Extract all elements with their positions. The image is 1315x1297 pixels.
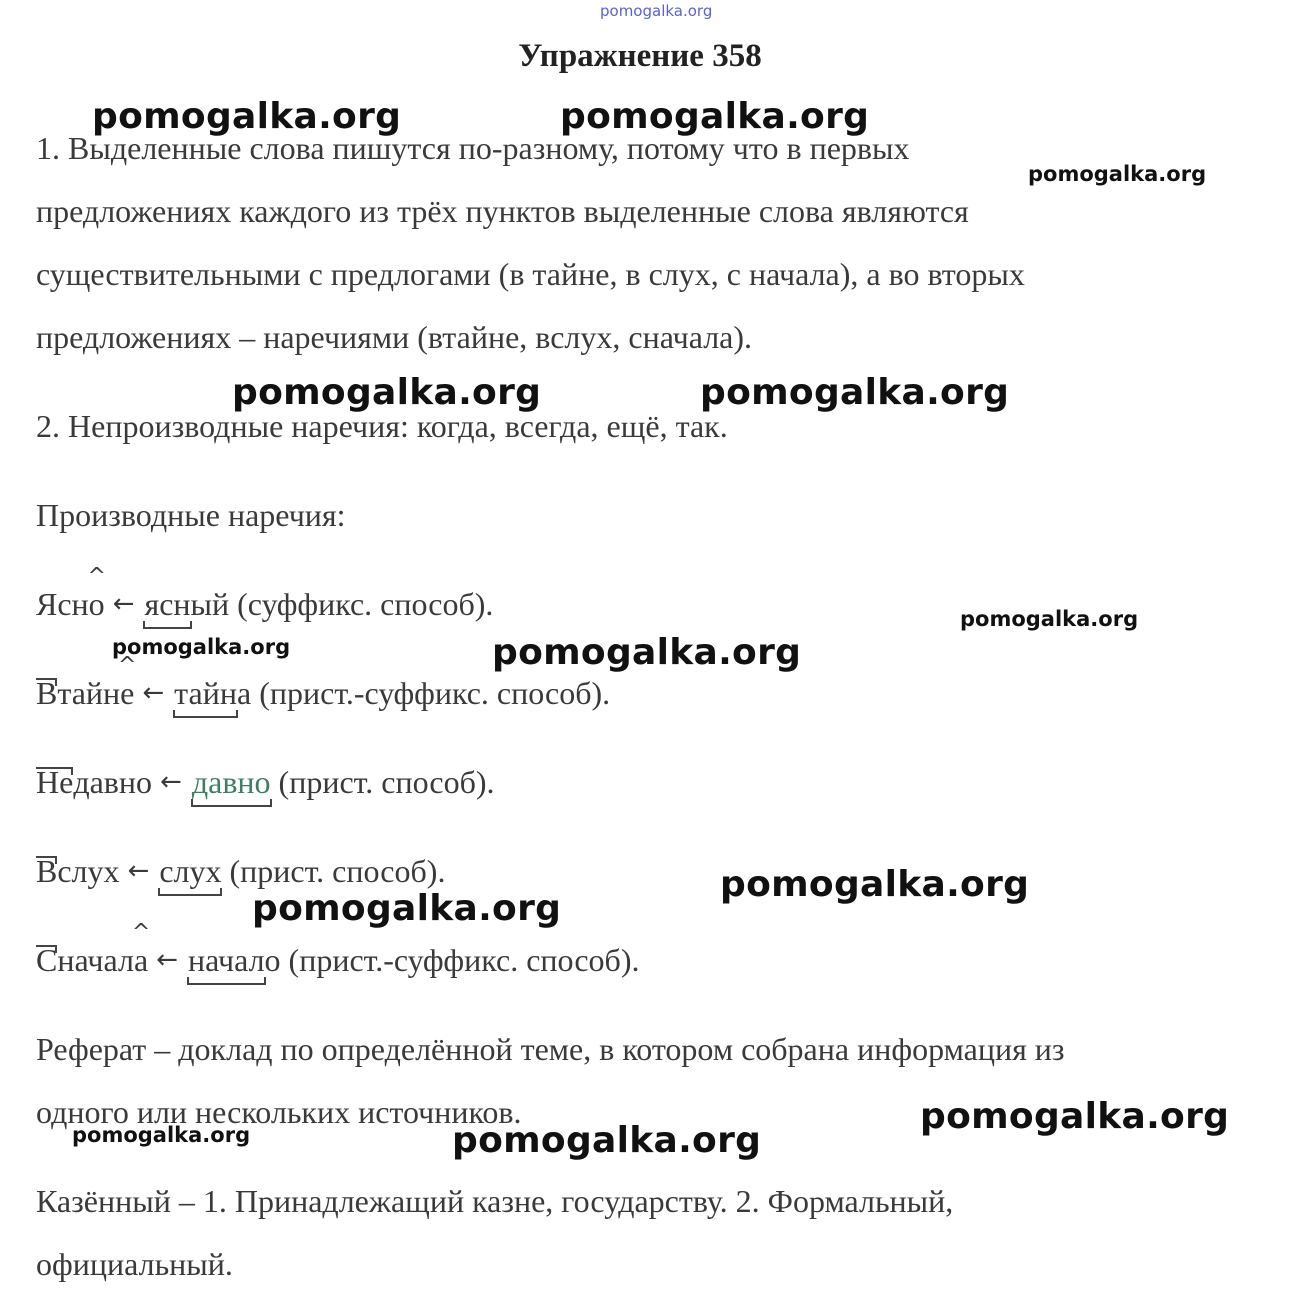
watermark: pomogalka.org [960, 607, 1139, 631]
word-prefix: Не [36, 764, 74, 800]
watermark: pomogalka.org [720, 864, 1030, 905]
watermark: pomogalka.org [1028, 162, 1207, 186]
word-suffix: ^ а [134, 942, 148, 979]
word-base: Ясн [36, 586, 89, 622]
watermark: pomogalka.org [92, 96, 402, 137]
derivation-vtaine [36, 675, 610, 712]
derivation-nedavno [36, 764, 495, 801]
watermark: pomogalka.org [560, 96, 870, 137]
watermark: pomogalka.org [252, 888, 562, 929]
arrow-left-icon: ← [160, 767, 182, 797]
watermark: pomogalka.org [232, 372, 542, 413]
para1-line-2: предложениях каждого из трёх пунктов выделенные слова являются [36, 193, 969, 229]
word-base: давно [73, 764, 153, 800]
word-suffix: ^ о [89, 586, 105, 623]
source-root: начал [187, 942, 265, 978]
source-root: ясн [144, 586, 191, 622]
word-base: слух [57, 853, 120, 889]
para1-line-1: 1. Выделенные слова пишутся по-разному, потому что в первых [36, 130, 910, 166]
kazenny-line-1: Казённый – 1. Принадлежащий казне, государству. 2. Формальный, [36, 1183, 954, 1219]
word-prefix: С [36, 942, 58, 978]
source-rest: о (прист.-суффикс. способ). [264, 942, 640, 978]
kazenny-line-2: официальный. [36, 1246, 233, 1282]
derivation-snachala [36, 942, 639, 979]
arrow-left-icon: ← [142, 678, 165, 708]
para1-line-3: существительными с предлогами (в тайне, в слух, с начала), а во вторых [36, 256, 1025, 292]
word-suffix: ^ е [120, 675, 134, 712]
referat-line-2: одного или нескольких источников. [36, 1094, 522, 1130]
word-prefix: В [36, 675, 58, 711]
para1-line-4: предложениях – наречиями (втайне, вслух, сначала). [36, 319, 753, 355]
derivation-yasno [36, 586, 493, 623]
watermark-top: pomogalka.org [600, 2, 713, 20]
derivation-vslukh [36, 853, 445, 890]
source-root: слух [159, 853, 222, 889]
para2-line: 2. Непроизводные наречия: когда, всегда, ещё, так. [36, 408, 728, 444]
exercise-title: Упражнение 358 [518, 38, 762, 74]
watermark: pomogalka.org [112, 635, 291, 659]
derived-heading: Производные наречия: [36, 497, 346, 533]
watermark: pomogalka.org [492, 632, 802, 673]
word-base: тайн [57, 675, 121, 711]
source-rest: (прист. способ). [270, 764, 495, 800]
word-base: начал [57, 942, 134, 978]
watermark: pomogalka.org [452, 1120, 762, 1161]
watermark: pomogalka.org [920, 1096, 1230, 1137]
arrow-left-icon: ← [156, 945, 178, 975]
arrow-left-icon: ← [127, 856, 150, 886]
source-root: тайн [174, 675, 237, 711]
source-rest: а (прист.-суффикс. способ). [237, 675, 611, 711]
word-prefix: В [36, 853, 58, 889]
source-root: давно [191, 764, 271, 800]
source-rest: (прист. способ). [221, 853, 446, 889]
watermark: pomogalka.org [72, 1123, 251, 1147]
source-rest: ый (суффикс. способ). [190, 586, 494, 622]
arrow-left-icon: ← [112, 589, 135, 619]
watermark: pomogalka.org [700, 372, 1010, 413]
referat-line-1: Реферат – доклад по определённой теме, в котором собрана информация из [36, 1031, 1065, 1067]
